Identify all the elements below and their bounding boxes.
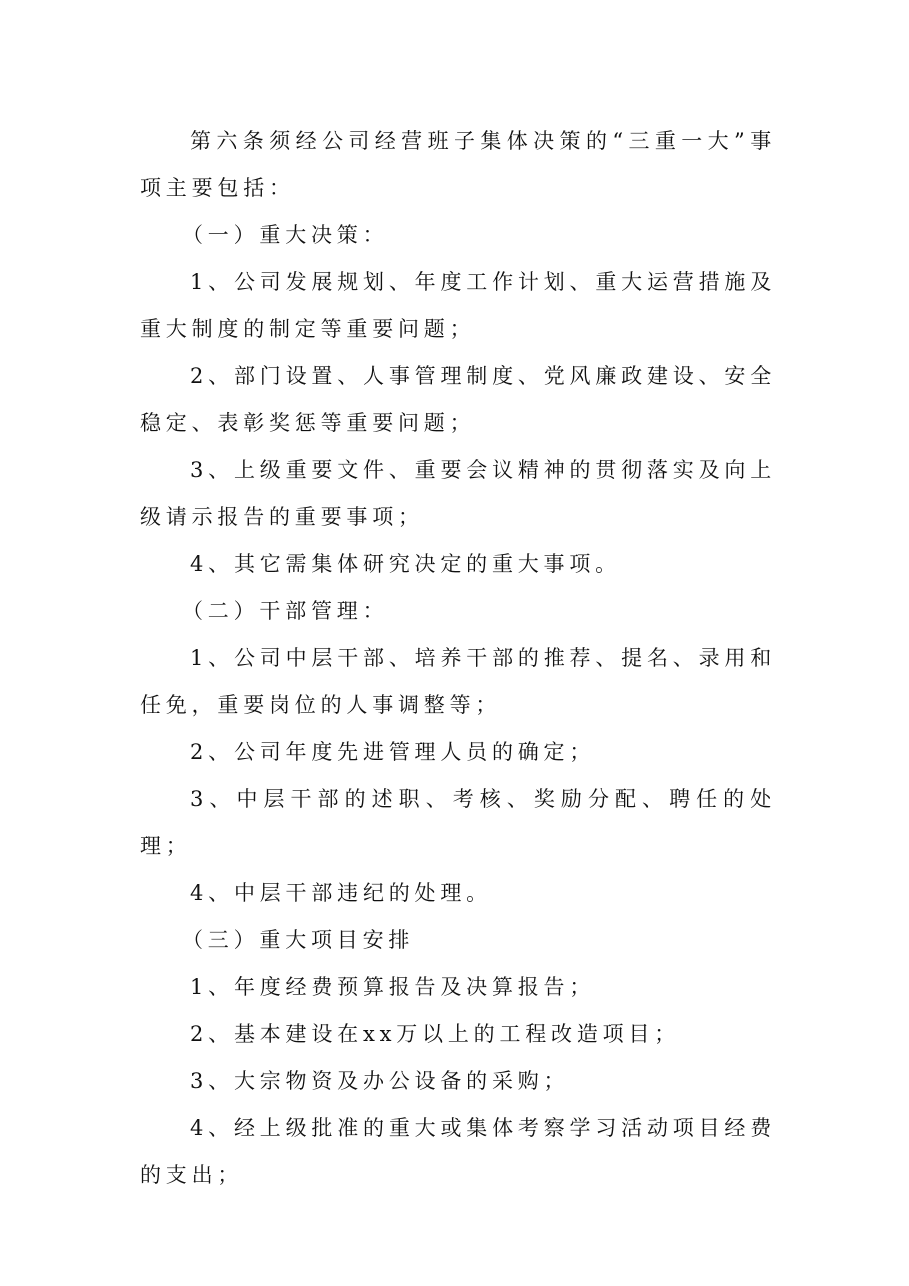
section-heading-major-decisions: （一）重大决策： xyxy=(182,223,389,247)
section-heading-major-projects: （三）重大项目安排 xyxy=(182,928,415,952)
list-item: 4、经上级批准的重大或集体考察学习活动项目经费的支出； xyxy=(140,1116,776,1187)
article-six-intro: 第六条须经公司经营班子集体决策的“三重一大”事项主要包括： xyxy=(140,129,776,200)
list-item: 4、中层干部违纪的处理。 xyxy=(190,881,492,905)
list-item: 2、部门设置、人事管理制度、党风廉政建设、安全稳定、表彰奖惩等重要问题； xyxy=(140,364,776,435)
list-item: 1、公司中层干部、培养干部的推荐、提名、录用和任免，重要岗位的人事调整等； xyxy=(140,646,776,717)
list-item: 1、年度经费预算报告及决算报告； xyxy=(190,975,596,999)
list-item: 2、基本建设在xx万以上的工程改造项目； xyxy=(190,1022,681,1046)
list-item: 1、公司发展规划、年度工作计划、重大运营措施及重大制度的制定等重要问题； xyxy=(140,270,776,341)
list-item: 3、上级重要文件、重要会议精神的贯彻落实及向上级请示报告的重要事项； xyxy=(140,458,776,529)
list-item: 3、大宗物资及办公设备的采购； xyxy=(190,1069,570,1093)
list-item: 3、中层干部的述职、考核、奖励分配、聘任的处理； xyxy=(140,787,776,858)
document-body xyxy=(140,118,776,1199)
list-item: 2、公司年度先进管理人员的确定； xyxy=(190,740,596,764)
list-item: 4、其它需集体研究决定的重大事项。 xyxy=(190,552,621,576)
section-heading-cadre-management: （二）干部管理： xyxy=(182,599,389,623)
